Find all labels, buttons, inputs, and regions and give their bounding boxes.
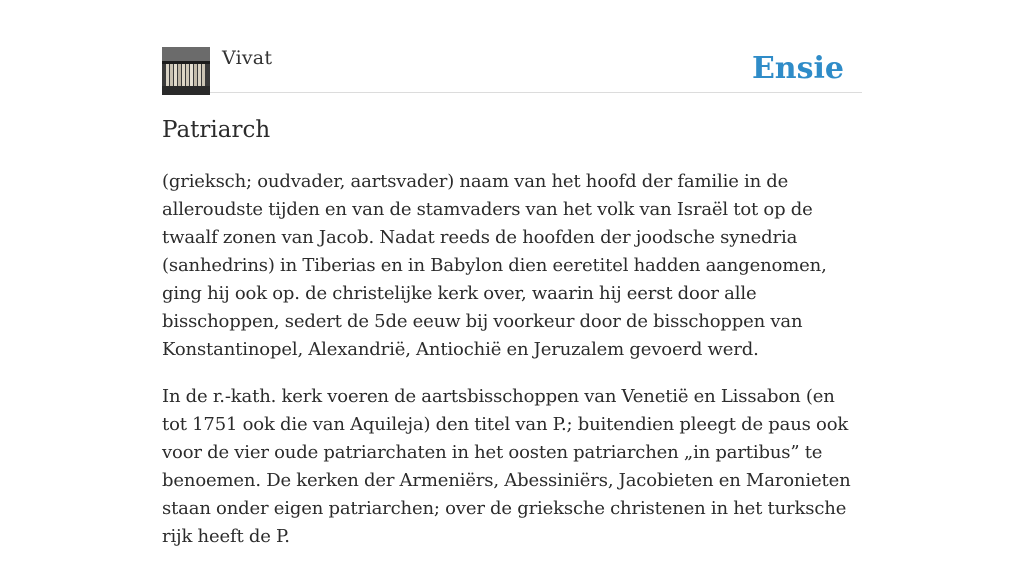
article-paragraph: In de r.-kath. kerk voeren de aartsbisschoppen van Venetië en Lissabon (en tot 1751 ook die van Aquileja) den titel van P.; buitendien pleegt de paus ook voor de vier oude patriarchaten in het oosten patriarchen „in partibus” te benoemen. De kerken der Armeniërs, Abessiniërs, Jacobieten en Maronieten staan onder eigen patriarchen; over de grieksche christenen in het turksche rijk heeft de P. — [162, 386, 851, 547]
book-spines-icon — [162, 47, 210, 95]
page-header — [162, 46, 862, 93]
source-name[interactable]: Vivat — [222, 47, 273, 69]
brand-logo[interactable]: Ensie — [751, 51, 844, 86]
source-avatar[interactable] — [162, 47, 210, 95]
article-title: Patriarch — [162, 117, 271, 143]
article-body — [162, 168, 862, 570]
article-paragraph: (grieksch; oudvader, aartsvader) naam van het hoofd der familie in de alleroudste tijden en van de stamvaders van het volk van Israël tot op de twaalf zonen van Jacob. Nadat reeds de hoofden der joodsche synedria (sanhedrins) in Tiberias en in Babylon dien eeretitel hadden aangenomen, ging hij ook op. de christelijke kerk over, waarin hij eerst door alle bisschoppen, sedert de 5de eeuw bij voorkeur door de bisschoppen van Konstantinopel, Alexandrië, Antiochië en Jeruzalem gevoerd werd. — [162, 171, 827, 360]
